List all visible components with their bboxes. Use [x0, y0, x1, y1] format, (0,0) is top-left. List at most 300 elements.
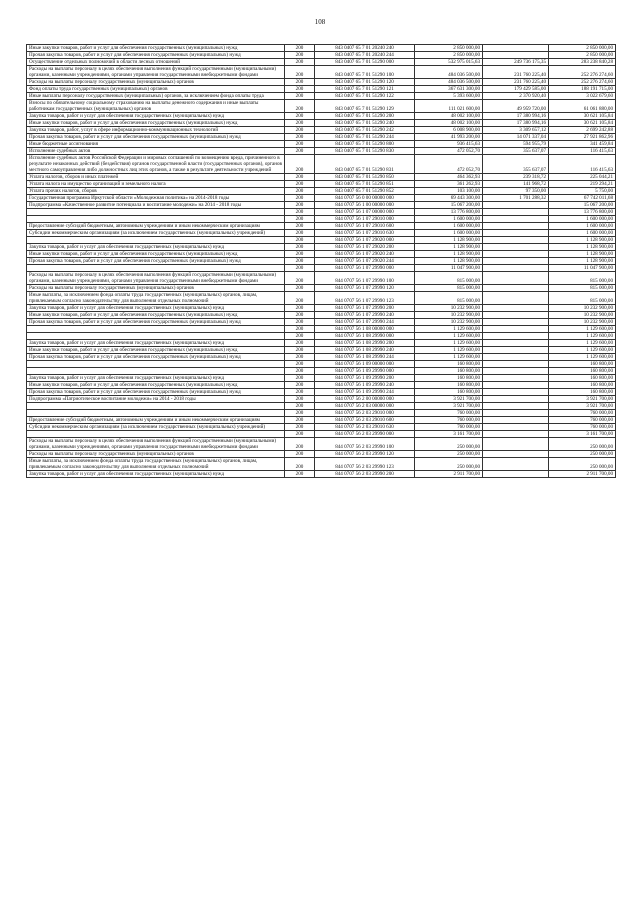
row-budget-code: 844 0707 56 1 07 29990 200	[315, 305, 415, 312]
table-row	[27, 223, 616, 230]
table-row	[27, 305, 616, 312]
row-name: Предоставление субсидий бюджетным, автономным учреждениям и иным некоммерческим организациям	[27, 417, 285, 424]
row-remaining: 283 238 840,28	[549, 59, 616, 66]
row-remaining: 250 000,00	[549, 451, 616, 458]
row-approved: 250 000,00	[415, 458, 483, 471]
row-line-code: 200	[285, 265, 315, 272]
row-line-code: 200	[285, 148, 315, 155]
row-line-code: 200	[285, 382, 315, 389]
table-row	[27, 120, 616, 127]
row-line-code: 200	[285, 361, 315, 368]
row-budget-code: 844 0707 56 1 07 29010 000	[315, 216, 415, 223]
row-approved: 484 036 500,00	[415, 79, 483, 86]
row-executed: 249 736 175,35	[483, 59, 549, 66]
table-row	[27, 181, 616, 188]
row-budget-code: 843 0407 65 7 01 51290 244	[315, 134, 415, 141]
row-executed	[483, 471, 549, 478]
row-executed	[483, 272, 549, 285]
row-executed	[483, 258, 549, 265]
row-line-code: 200	[285, 305, 315, 312]
table-row	[27, 333, 616, 340]
row-remaining: 1 128 900,00	[549, 237, 616, 244]
row-remaining: 2 850 000,00	[549, 52, 616, 59]
table-row	[27, 134, 616, 141]
row-remaining: 250 000,00	[549, 438, 616, 451]
row-executed	[483, 424, 549, 431]
row-approved: 367 631 300,00	[415, 86, 483, 93]
row-line-code: 200	[285, 403, 315, 410]
row-name: Уплата прочих налогов, сборов	[27, 188, 285, 195]
row-executed	[483, 396, 549, 403]
row-name	[27, 333, 285, 340]
table-row	[27, 174, 616, 181]
row-executed	[483, 285, 549, 292]
row-name	[27, 368, 285, 375]
row-approved: 5 393 600,00	[415, 93, 483, 100]
table-row	[27, 127, 616, 134]
row-name: Закупка товаров, работ, услуг в сфере информационно-коммуникационных технологий	[27, 127, 285, 134]
row-line-code: 200	[285, 396, 315, 403]
row-name: Иные выплаты персоналу государственных (муниципальных) органов, за исключением фонда оплаты труда	[27, 93, 285, 100]
row-name	[27, 326, 285, 333]
row-approved: 10 232 900,00	[415, 305, 483, 312]
table-row	[27, 285, 616, 292]
row-name	[27, 265, 285, 272]
row-remaining: 252 276 274,60	[549, 79, 616, 86]
row-executed	[483, 375, 549, 382]
row-remaining: 11 047 900,00	[549, 265, 616, 272]
row-executed	[483, 361, 549, 368]
row-budget-code: 844 0707 56 2 03 29990 120	[315, 451, 415, 458]
row-approved: 2 850 000,00	[415, 52, 483, 59]
row-budget-code: 844 0707 56 1 07 29990 120	[315, 285, 415, 292]
table-row	[27, 471, 616, 478]
row-name	[27, 209, 285, 216]
row-remaining: 1 129 600,00	[549, 333, 616, 340]
budget-table	[26, 44, 616, 478]
page-number: 108	[314, 18, 326, 26]
row-executed: 17 380 994,16	[483, 120, 549, 127]
row-name: Осуществление отдельных полномочий в области лесных отношений	[27, 59, 285, 66]
row-remaining: 160 800,00	[549, 375, 616, 382]
row-approved: 1 600 000,00	[415, 216, 483, 223]
table-row	[27, 237, 616, 244]
row-remaining: 1 128 900,00	[549, 251, 616, 258]
row-remaining: 760 000,00	[549, 424, 616, 431]
row-budget-code: 843 0407 65 7 01 51290 830	[315, 148, 415, 155]
row-name: Расходы на выплаты персоналу государственных (муниципальных) органов	[27, 79, 285, 86]
row-remaining: 67 742 011,68	[549, 195, 616, 202]
row-executed	[483, 431, 549, 438]
row-name	[27, 237, 285, 244]
row-executed	[483, 368, 549, 375]
row-budget-code: 844 0707 56 1 09 29990 244	[315, 389, 415, 396]
row-executed: 179 429 585,00	[483, 86, 549, 93]
row-line-code: 200	[285, 230, 315, 237]
row-name: Субсидии некоммерческим организациям (за исключением государственных (муниципальных) учреждений)	[27, 424, 285, 431]
row-remaining: 1 600 000,00	[549, 216, 616, 223]
row-executed	[483, 202, 549, 209]
row-name: Взносы по обязательному социальному страхованию на выплаты денежного содержания и иные выплаты работникам государственных (муниципальных) органов	[27, 100, 285, 113]
row-approved: 1 600 000,00	[415, 223, 483, 230]
row-approved: 111 021 600,00	[415, 100, 483, 113]
row-approved: 160 800,00	[415, 361, 483, 368]
row-name: Прочая закупка товаров, работ и услуг для обеспечения государственных (муниципальных) нужд	[27, 389, 285, 396]
row-executed	[483, 333, 549, 340]
row-name	[27, 410, 285, 417]
row-executed: 355 637,07	[483, 155, 549, 174]
row-approved: 6 008 900,00	[415, 127, 483, 134]
row-budget-code: 843 0407 65 7 01 51290 200	[315, 113, 415, 120]
table-row	[27, 79, 616, 86]
row-remaining: 250 000,00	[549, 458, 616, 471]
row-executed	[483, 382, 549, 389]
row-budget-code: 844 0707 56 1 00 00000 000	[315, 202, 415, 209]
row-approved: 464 362,93	[415, 174, 483, 181]
table-row	[27, 148, 616, 155]
row-budget-code: 844 0707 56 1 07 29990 100	[315, 272, 415, 285]
row-line-code: 200	[285, 216, 315, 223]
row-name: Фонд оплаты труда государственных (муниципальных) органов	[27, 86, 285, 93]
row-executed: 1 701 288,32	[483, 195, 549, 202]
row-approved: 1 128 900,00	[415, 258, 483, 265]
row-budget-code: 843 0407 65 7 01 51290 240	[315, 120, 415, 127]
row-name: Исполнение судебных актов Российской Федерации и мировых соглашений по возмещению вреда, причиненного в результате незаконных действий (бездействия) органов государственной власти (государственных органов), органов местного самоуправления либо должностных лиц этих органов, а также в результате деятельности учреждений	[27, 155, 285, 174]
row-approved: 815 000,00	[415, 292, 483, 305]
row-executed	[483, 438, 549, 451]
table-row	[27, 155, 616, 174]
row-budget-code: 844 0707 56 1 07 29990 123	[315, 292, 415, 305]
row-line-code: 200	[285, 319, 315, 326]
row-remaining: 760 000,00	[549, 417, 616, 424]
table-row	[27, 45, 616, 52]
row-line-code: 200	[285, 120, 315, 127]
row-line-code: 200	[285, 141, 315, 148]
row-executed	[483, 223, 549, 230]
table-row	[27, 319, 616, 326]
row-approved: 1 129 600,00	[415, 326, 483, 333]
table-row	[27, 410, 616, 417]
table-row	[27, 141, 616, 148]
row-executed	[483, 458, 549, 471]
row-budget-code: 844 0707 56 1 07 29990 244	[315, 319, 415, 326]
row-approved: 472 052,70	[415, 148, 483, 155]
table-row	[27, 326, 616, 333]
row-name: Расходы на выплаты персоналу в целях обеспечения выполнения функций государственными (муниципальными) органами, казенными учреждениями, органами управления государственными внебюджетными фондами	[27, 272, 285, 285]
row-remaining: 341 459,84	[549, 141, 616, 148]
row-approved: 48 002 100,00	[415, 113, 483, 120]
row-executed: 231 760 225,40	[483, 66, 549, 79]
row-name: Иные закупки товаров, работ и услуг для обеспечения государственных (муниципальных) нужд	[27, 347, 285, 354]
row-executed	[483, 410, 549, 417]
row-budget-code: 843 0407 65 7 01 51290 129	[315, 100, 415, 113]
row-remaining: 1 128 900,00	[549, 244, 616, 251]
row-budget-code: 844 0707 56 1 07 29020 244	[315, 258, 415, 265]
table-row	[27, 195, 616, 202]
row-remaining: 2 850 000,00	[549, 45, 616, 52]
table-row	[27, 216, 616, 223]
row-approved: 361 262,93	[415, 181, 483, 188]
row-executed: 239 318,72	[483, 174, 549, 181]
table-row	[27, 100, 616, 113]
row-line-code: 200	[285, 113, 315, 120]
row-line-code: 200	[285, 244, 315, 251]
row-remaining: 760 000,00	[549, 410, 616, 417]
row-line-code: 200	[285, 188, 315, 195]
row-remaining: 160 800,00	[549, 382, 616, 389]
row-name: Расходы на выплаты персоналу государственных (муниципальных) органов	[27, 285, 285, 292]
row-remaining: 160 800,00	[549, 368, 616, 375]
row-approved: 1 129 600,00	[415, 340, 483, 347]
row-approved: 160 800,00	[415, 375, 483, 382]
table-row	[27, 354, 616, 361]
table-row	[27, 312, 616, 319]
row-remaining: 27 921 862,96	[549, 134, 616, 141]
row-approved: 69 443 300,00	[415, 195, 483, 202]
row-approved: 1 129 600,00	[415, 347, 483, 354]
row-executed	[483, 209, 549, 216]
row-remaining: 815 000,00	[549, 272, 616, 285]
row-remaining: 2 911 700,00	[549, 471, 616, 478]
row-executed	[483, 340, 549, 347]
table-row	[27, 113, 616, 120]
row-remaining: 1 129 600,00	[549, 347, 616, 354]
row-executed	[483, 389, 549, 396]
row-name: Закупка товаров, работ и услуг для обеспечения государственных (муниципальных) нужд	[27, 305, 285, 312]
row-budget-code: 843 0407 65 7 01 51290 100	[315, 66, 415, 79]
row-budget-code: 844 0707 56 1 09 29990 000	[315, 368, 415, 375]
row-line-code: 200	[285, 155, 315, 174]
row-line-code: 200	[285, 340, 315, 347]
row-executed	[483, 305, 549, 312]
row-budget-code: 844 0707 56 1 09 00000 000	[315, 361, 415, 368]
row-approved: 10 232 900,00	[415, 312, 483, 319]
table-row	[27, 188, 616, 195]
row-budget-code: 844 0707 56 2 00 00000 000	[315, 396, 415, 403]
row-approved: 760 000,00	[415, 410, 483, 417]
row-budget-code: 843 0407 65 7 01 51290 121	[315, 86, 415, 93]
table-row	[27, 396, 616, 403]
row-remaining: 5 750,00	[549, 188, 616, 195]
row-approved: 1 128 900,00	[415, 244, 483, 251]
row-line-code: 200	[285, 431, 315, 438]
row-line-code: 200	[285, 237, 315, 244]
row-name: Исполнение судебных актов	[27, 148, 285, 155]
row-budget-code: 844 0707 56 1 08 29990 240	[315, 347, 415, 354]
row-budget-code: 844 0707 56 1 07 29010 630	[315, 230, 415, 237]
table-row	[27, 375, 616, 382]
row-line-code: 200	[285, 333, 315, 340]
row-approved: 3 161 700,00	[415, 431, 483, 438]
row-executed	[483, 244, 549, 251]
row-remaining: 3 921 700,00	[549, 403, 616, 410]
row-line-code: 200	[285, 272, 315, 285]
row-name: Государственная программа Иркутской области «Молодежная политика» на 2014-2018 годы	[27, 195, 285, 202]
row-approved: 532 975 015,63	[415, 59, 483, 66]
row-executed	[483, 347, 549, 354]
row-approved: 160 800,00	[415, 389, 483, 396]
row-line-code: 200	[285, 451, 315, 458]
row-name: Расходы на выплаты персоналу государственных (муниципальных) органов	[27, 451, 285, 458]
row-remaining: 116 415,63	[549, 155, 616, 174]
row-line-code: 200	[285, 438, 315, 451]
row-executed	[483, 292, 549, 305]
row-remaining: 10 232 900,00	[549, 319, 616, 326]
row-executed	[483, 312, 549, 319]
row-remaining: 13 776 800,00	[549, 209, 616, 216]
row-remaining: 1 129 600,00	[549, 326, 616, 333]
row-budget-code: 844 0707 56 2 03 00000 000	[315, 403, 415, 410]
row-name: Иные закупки товаров, работ и услуг для обеспечения государственных (муниципальных) нужд	[27, 45, 285, 52]
row-budget-code: 844 0707 56 1 09 29990 240	[315, 382, 415, 389]
row-budget-code: 843 0407 65 7 01 20240 244	[315, 52, 415, 59]
row-name: Иные закупки товаров, работ и услуг для обеспечения государственных (муниципальных) нужд	[27, 312, 285, 319]
table-row	[27, 272, 616, 285]
row-name: Субсидии некоммерческим организациям (за исключением государственных (муниципальных) учреждений)	[27, 230, 285, 237]
row-executed	[483, 403, 549, 410]
row-executed	[483, 230, 549, 237]
table-row	[27, 251, 616, 258]
row-executed: 231 760 225,40	[483, 79, 549, 86]
row-budget-code: 844 0707 56 1 08 29990 200	[315, 340, 415, 347]
table-row	[27, 438, 616, 451]
row-name: Прочая закупка товаров, работ и услуг для обеспечения государственных (муниципальных) нужд	[27, 134, 285, 141]
row-name: Прочая закупка товаров, работ и услуг для обеспечения государственных (муниципальных) нужд	[27, 319, 285, 326]
row-budget-code: 843 0407 65 7 01 51290 851	[315, 181, 415, 188]
row-executed: 14 071 337,04	[483, 134, 549, 141]
row-remaining: 219 294,21	[549, 181, 616, 188]
row-executed: 17 380 994,16	[483, 113, 549, 120]
row-line-code: 200	[285, 285, 315, 292]
row-line-code: 200	[285, 312, 315, 319]
row-approved: 484 036 500,00	[415, 66, 483, 79]
row-approved: 472 052,70	[415, 155, 483, 174]
row-name: Иные выплаты, за исключением фонда оплаты труда государственных (муниципальных) органов, лицам, привлекаемым согласно законодательству для выполнения отдельных полномочий	[27, 458, 285, 471]
row-approved: 2 850 000,00	[415, 45, 483, 52]
row-line-code: 200	[285, 86, 315, 93]
row-line-code: 200	[285, 417, 315, 424]
row-executed	[483, 216, 549, 223]
row-executed: 2 370 920,40	[483, 93, 549, 100]
row-approved: 3 921 700,00	[415, 396, 483, 403]
row-remaining: 15 067 200,00	[549, 202, 616, 209]
row-approved: 936 415,63	[415, 141, 483, 148]
row-name: Прочая закупка товаров, работ и услуг для обеспечения государственных (муниципальных) нужд	[27, 258, 285, 265]
row-executed: 3 309 657,12	[483, 127, 549, 134]
row-budget-code: 843 0407 65 7 01 51290 122	[315, 93, 415, 100]
row-name: Иные закупки товаров, работ и услуг для обеспечения государственных (муниципальных) нужд	[27, 382, 285, 389]
row-executed	[483, 251, 549, 258]
row-executed	[483, 354, 549, 361]
row-line-code: 200	[285, 52, 315, 59]
row-budget-code: 844 0707 56 1 09 29990 200	[315, 375, 415, 382]
row-line-code: 200	[285, 471, 315, 478]
row-approved: 41 993 200,00	[415, 134, 483, 141]
table-row	[27, 93, 616, 100]
table-row	[27, 451, 616, 458]
table-row	[27, 368, 616, 375]
row-budget-code: 844 0707 56 0 00 00000 000	[315, 195, 415, 202]
table-row	[27, 382, 616, 389]
row-name: Закупка товаров, работ и услуг для обеспечения государственных (муниципальных) нужд	[27, 340, 285, 347]
row-name: Иные выплаты, за исключением фонда оплаты труда государственных (муниципальных) органов, лицам, привлекаемым согласно законодательству для выполнения отдельных полномочий	[27, 292, 285, 305]
row-line-code: 200	[285, 100, 315, 113]
row-name: Подпрограмма «Патриотическое воспитание молодежи» на 2014 - 2018 годы	[27, 396, 285, 403]
table-row	[27, 86, 616, 93]
row-name	[27, 216, 285, 223]
row-approved: 103 100,00	[415, 188, 483, 195]
row-line-code: 200	[285, 368, 315, 375]
row-budget-code: 844 0707 56 2 03 29990 100	[315, 438, 415, 451]
row-budget-code: 843 0407 65 7 01 51290 800	[315, 141, 415, 148]
row-budget-code: 843 0407 65 7 01 51290 831	[315, 155, 415, 174]
row-name: Предоставление субсидий бюджетным, автономным учреждениям и иным некоммерческим организациям	[27, 223, 285, 230]
row-budget-code: 844 0707 56 2 03 29990 123	[315, 458, 415, 471]
row-line-code: 200	[285, 347, 315, 354]
table-row	[27, 292, 616, 305]
row-budget-code: 844 0707 56 1 07 29020 000	[315, 237, 415, 244]
table-row	[27, 244, 616, 251]
row-approved: 160 800,00	[415, 382, 483, 389]
row-budget-code: 843 0407 65 7 01 51290 852	[315, 188, 415, 195]
row-name: Закупка товаров, работ и услуг для обеспечения государственных (муниципальных) нужд	[27, 471, 285, 478]
row-executed: 355 637,07	[483, 148, 549, 155]
row-remaining: 116 415,63	[549, 148, 616, 155]
row-budget-code: 844 0707 56 2 03 29010 630	[315, 424, 415, 431]
row-approved: 15 067 200,00	[415, 202, 483, 209]
row-executed: 97 350,00	[483, 188, 549, 195]
row-executed	[483, 417, 549, 424]
row-budget-code: 843 0407 65 7 01 20240 240	[315, 45, 415, 52]
table-row	[27, 458, 616, 471]
row-remaining: 225 044,21	[549, 174, 616, 181]
row-budget-code: 844 0707 56 2 03 29010 000	[315, 410, 415, 417]
row-executed	[483, 319, 549, 326]
row-approved: 11 047 900,00	[415, 265, 483, 272]
row-remaining: 188 191 715,00	[549, 86, 616, 93]
row-line-code: 200	[285, 93, 315, 100]
row-approved: 1 128 900,00	[415, 237, 483, 244]
row-name: Уплата налогов, сборов и иных платежей	[27, 174, 285, 181]
row-remaining: 30 621 105,84	[549, 120, 616, 127]
row-line-code: 200	[285, 458, 315, 471]
row-approved: 1 129 600,00	[415, 333, 483, 340]
row-line-code: 200	[285, 223, 315, 230]
table-row	[27, 403, 616, 410]
row-budget-code: 844 0707 56 1 07 29020 200	[315, 244, 415, 251]
table-row	[27, 389, 616, 396]
row-executed: 594 955,79	[483, 141, 549, 148]
row-remaining: 1 128 900,00	[549, 258, 616, 265]
row-line-code: 200	[285, 45, 315, 52]
row-line-code: 200	[285, 79, 315, 86]
row-remaining: 10 232 900,00	[549, 312, 616, 319]
row-approved: 1 600 000,00	[415, 230, 483, 237]
row-line-code: 200	[285, 174, 315, 181]
table-row	[27, 340, 616, 347]
row-line-code: 200	[285, 326, 315, 333]
table-row	[27, 52, 616, 59]
row-line-code: 200	[285, 134, 315, 141]
row-budget-code: 844 0707 56 1 07 29020 240	[315, 251, 415, 258]
row-executed	[483, 237, 549, 244]
row-approved: 48 002 100,00	[415, 120, 483, 127]
table-row	[27, 230, 616, 237]
row-remaining: 815 000,00	[549, 292, 616, 305]
row-approved: 1 128 900,00	[415, 251, 483, 258]
table-row	[27, 202, 616, 209]
row-approved: 250 000,00	[415, 438, 483, 451]
